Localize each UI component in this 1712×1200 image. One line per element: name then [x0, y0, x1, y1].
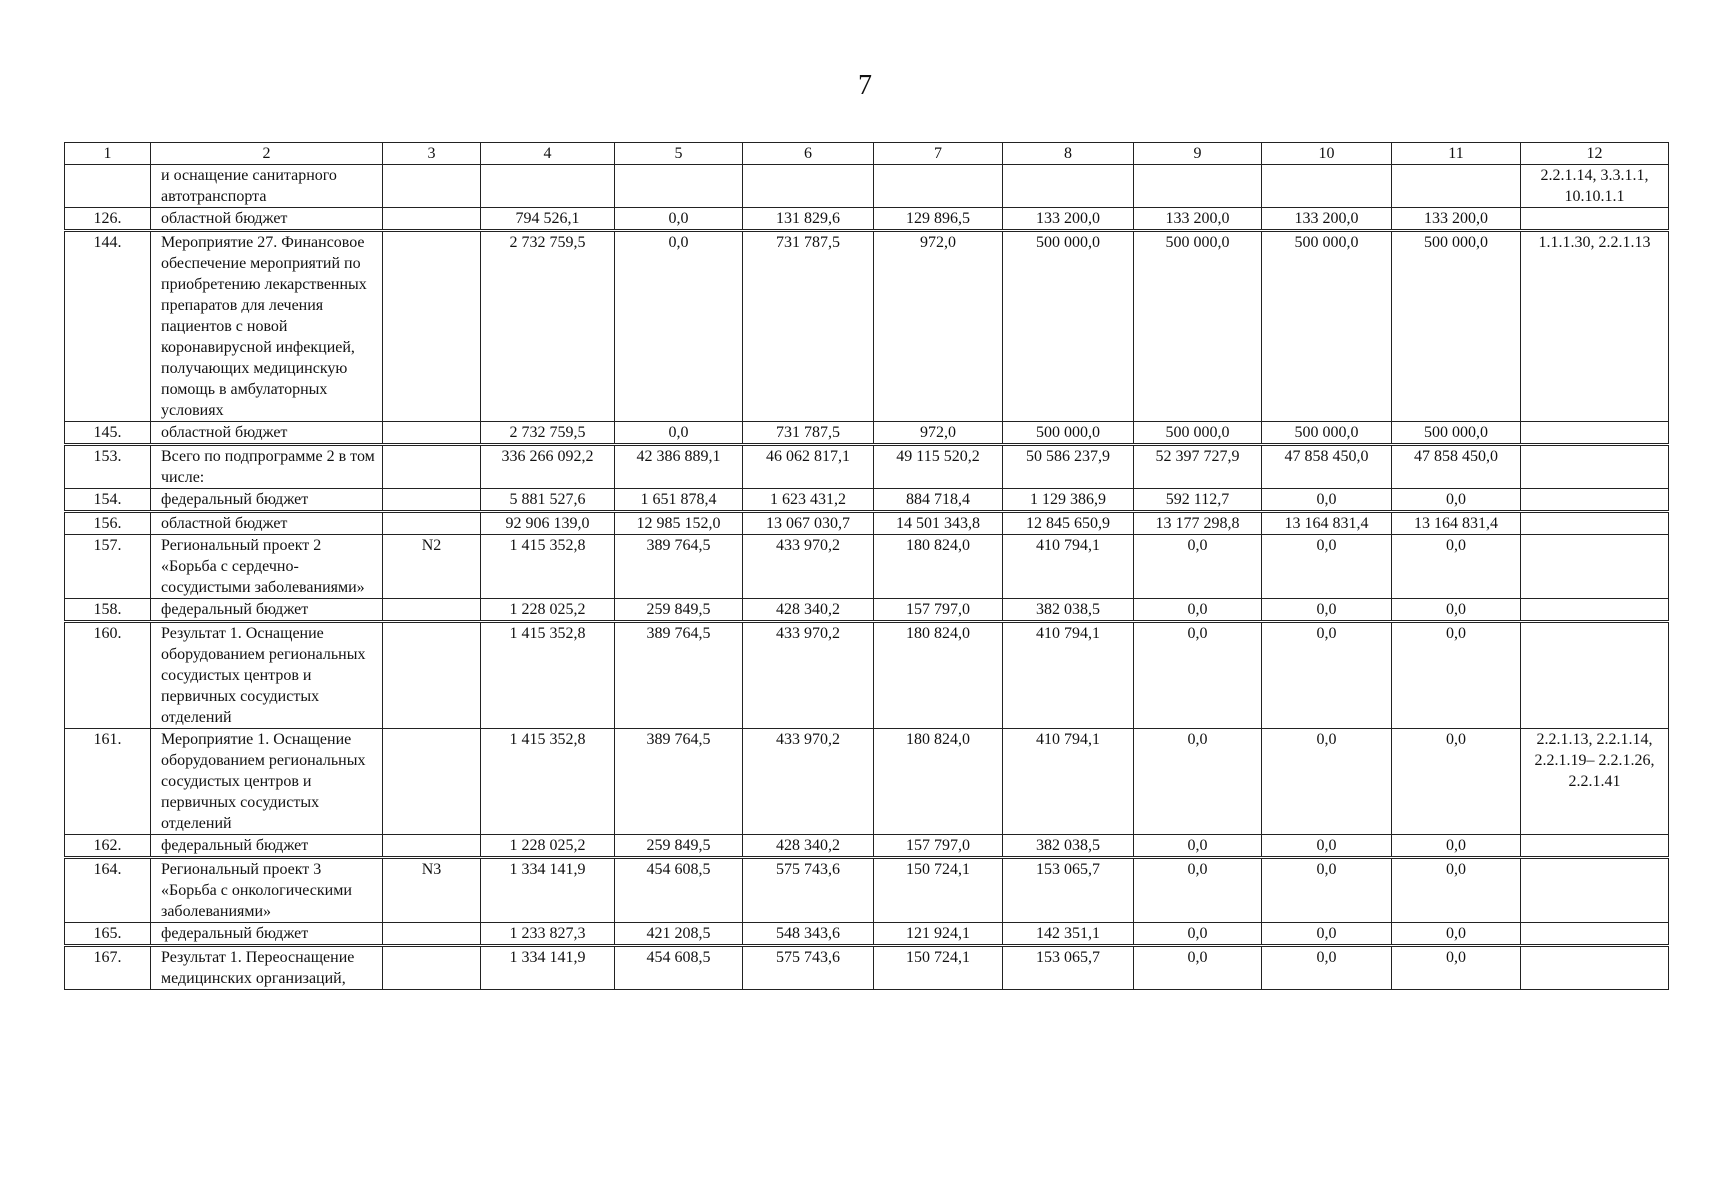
row-reference: [1521, 208, 1669, 231]
year-value: 500 000,0: [1392, 422, 1521, 445]
row-code: [383, 165, 481, 208]
year-value: 454 608,5: [615, 858, 743, 923]
row-description: и оснащение санитарного автотранспорта: [151, 165, 383, 208]
row-total: 1 415 352,8: [481, 729, 615, 835]
row-total: 92 906 139,0: [481, 512, 615, 535]
year-value: [743, 165, 874, 208]
year-value: 0,0: [1262, 923, 1392, 946]
row-number: 161.: [65, 729, 151, 835]
year-value: 133 200,0: [1262, 208, 1392, 231]
row-total: 1 415 352,8: [481, 622, 615, 729]
year-value: 433 970,2: [743, 729, 874, 835]
year-value: 500 000,0: [1392, 231, 1521, 422]
year-value: 575 743,6: [743, 858, 874, 923]
row-code: [383, 622, 481, 729]
column-number: 5: [615, 143, 743, 165]
year-value: 0,0: [1392, 835, 1521, 858]
row-code: [383, 923, 481, 946]
year-value: 0,0: [1262, 946, 1392, 990]
year-value: 47 858 450,0: [1262, 445, 1392, 489]
row-number: 145.: [65, 422, 151, 445]
row-number: 162.: [65, 835, 151, 858]
table-row: [65, 512, 1669, 535]
year-value: 157 797,0: [874, 599, 1003, 622]
year-value: 0,0: [1134, 858, 1262, 923]
year-value: 13 164 831,4: [1262, 512, 1392, 535]
row-code: [383, 599, 481, 622]
year-value: 428 340,2: [743, 599, 874, 622]
row-code: [383, 231, 481, 422]
year-value: 884 718,4: [874, 489, 1003, 512]
year-value: 0,0: [1262, 599, 1392, 622]
row-code: N3: [383, 858, 481, 923]
year-value: 49 115 520,2: [874, 445, 1003, 489]
row-total: 1 415 352,8: [481, 535, 615, 599]
column-number: 6: [743, 143, 874, 165]
year-value: 0,0: [615, 422, 743, 445]
year-value: 1 623 431,2: [743, 489, 874, 512]
row-number: 157.: [65, 535, 151, 599]
row-number: 144.: [65, 231, 151, 422]
year-value: 500 000,0: [1003, 422, 1134, 445]
column-number: 2: [151, 143, 383, 165]
year-value: 0,0: [1134, 599, 1262, 622]
column-number: 10: [1262, 143, 1392, 165]
row-description: федеральный бюджет: [151, 489, 383, 512]
year-value: 0,0: [1392, 489, 1521, 512]
year-value: 389 764,5: [615, 729, 743, 835]
row-number: 164.: [65, 858, 151, 923]
row-number: 156.: [65, 512, 151, 535]
row-code: [383, 489, 481, 512]
row-reference: [1521, 835, 1669, 858]
year-value: 575 743,6: [743, 946, 874, 990]
column-number: 12: [1521, 143, 1669, 165]
row-description: Мероприятие 1. Оснащение оборудованием региональных сосудистых центров и первичных сосудистых отделений: [151, 729, 383, 835]
page-number: 7: [858, 70, 872, 101]
row-total: 336 266 092,2: [481, 445, 615, 489]
table-row: [65, 946, 1669, 990]
row-total: 794 526,1: [481, 208, 615, 231]
table-row: [65, 835, 1669, 858]
year-value: 52 397 727,9: [1134, 445, 1262, 489]
year-value: 180 824,0: [874, 729, 1003, 835]
row-number: [65, 165, 151, 208]
row-description: федеральный бюджет: [151, 835, 383, 858]
row-reference: [1521, 858, 1669, 923]
year-value: 259 849,5: [615, 599, 743, 622]
row-total: 5 881 527,6: [481, 489, 615, 512]
year-value: 153 065,7: [1003, 946, 1134, 990]
year-value: 389 764,5: [615, 622, 743, 729]
row-reference: [1521, 445, 1669, 489]
row-total: 2 732 759,5: [481, 422, 615, 445]
year-value: 0,0: [1392, 946, 1521, 990]
year-value: 433 970,2: [743, 535, 874, 599]
row-number: 165.: [65, 923, 151, 946]
year-value: 0,0: [1134, 622, 1262, 729]
table-row: [65, 622, 1669, 729]
year-value: 13 164 831,4: [1392, 512, 1521, 535]
year-value: 0,0: [1262, 858, 1392, 923]
year-value: 133 200,0: [1392, 208, 1521, 231]
table-row: [65, 489, 1669, 512]
year-value: 0,0: [1392, 729, 1521, 835]
year-value: 0,0: [1134, 535, 1262, 599]
year-value: 129 896,5: [874, 208, 1003, 231]
year-value: 0,0: [615, 208, 743, 231]
year-value: 421 208,5: [615, 923, 743, 946]
year-value: 14 501 343,8: [874, 512, 1003, 535]
row-number: 158.: [65, 599, 151, 622]
year-value: 121 924,1: [874, 923, 1003, 946]
table-row: [65, 422, 1669, 445]
table-row: [65, 165, 1669, 208]
year-value: 382 038,5: [1003, 835, 1134, 858]
column-number: 11: [1392, 143, 1521, 165]
year-value: 47 858 450,0: [1392, 445, 1521, 489]
year-value: 500 000,0: [1262, 231, 1392, 422]
year-value: 12 985 152,0: [615, 512, 743, 535]
column-number: 4: [481, 143, 615, 165]
table-row: [65, 858, 1669, 923]
row-number: 154.: [65, 489, 151, 512]
row-reference: [1521, 535, 1669, 599]
year-value: [874, 165, 1003, 208]
year-value: 13 177 298,8: [1134, 512, 1262, 535]
row-total: 1 228 025,2: [481, 835, 615, 858]
year-value: [1134, 165, 1262, 208]
year-value: 428 340,2: [743, 835, 874, 858]
year-value: 389 764,5: [615, 535, 743, 599]
table-row: [65, 535, 1669, 599]
year-value: 0,0: [1392, 858, 1521, 923]
row-code: [383, 422, 481, 445]
budget-table: [64, 142, 1669, 990]
row-code: [383, 445, 481, 489]
year-value: 410 794,1: [1003, 622, 1134, 729]
year-value: 0,0: [1134, 729, 1262, 835]
year-value: 454 608,5: [615, 946, 743, 990]
year-value: 410 794,1: [1003, 535, 1134, 599]
year-value: 0,0: [1262, 489, 1392, 512]
row-description: Результат 1. Переоснащение медицинских организаций,: [151, 946, 383, 990]
row-number: 153.: [65, 445, 151, 489]
year-value: 1 651 878,4: [615, 489, 743, 512]
year-value: 50 586 237,9: [1003, 445, 1134, 489]
row-total: 1 233 827,3: [481, 923, 615, 946]
row-description: Мероприятие 27. Финансовое обеспечение мероприятий по приобретению лекарственных препаратов для лечения пациентов с новой коронавирусной инфекцией, получающих медицинскую помощь в амбулаторных условиях: [151, 231, 383, 422]
year-value: 46 062 817,1: [743, 445, 874, 489]
year-value: 382 038,5: [1003, 599, 1134, 622]
table-row: [65, 599, 1669, 622]
year-value: 180 824,0: [874, 622, 1003, 729]
row-reference: [1521, 946, 1669, 990]
year-value: 259 849,5: [615, 835, 743, 858]
row-code: [383, 512, 481, 535]
year-value: 500 000,0: [1134, 422, 1262, 445]
row-number: 160.: [65, 622, 151, 729]
row-description: Всего по подпрограмме 2 в том числе:: [151, 445, 383, 489]
row-description: Региональный проект 2 «Борьба с сердечно-сосудистыми заболеваниями»: [151, 535, 383, 599]
year-value: [1003, 165, 1134, 208]
year-value: 410 794,1: [1003, 729, 1134, 835]
row-reference: 2.2.1.13, 2.2.1.14, 2.2.1.19– 2.2.1.26, 2.2.1.41: [1521, 729, 1669, 835]
year-value: 13 067 030,7: [743, 512, 874, 535]
year-value: [1262, 165, 1392, 208]
year-value: 0,0: [1262, 835, 1392, 858]
row-number: 126.: [65, 208, 151, 231]
row-code: [383, 208, 481, 231]
row-total: [481, 165, 615, 208]
year-value: 0,0: [1134, 946, 1262, 990]
table-row: [65, 208, 1669, 231]
row-description: областной бюджет: [151, 422, 383, 445]
row-reference: [1521, 599, 1669, 622]
year-value: 157 797,0: [874, 835, 1003, 858]
row-number: 167.: [65, 946, 151, 990]
row-description: областной бюджет: [151, 512, 383, 535]
year-value: 0,0: [1262, 622, 1392, 729]
row-total: 1 334 141,9: [481, 946, 615, 990]
row-description: Региональный проект 3 «Борьба с онкологическими заболеваниями»: [151, 858, 383, 923]
row-description: Результат 1. Оснащение оборудованием региональных сосудистых центров и первичных сосудистых отделений: [151, 622, 383, 729]
year-value: 592 112,7: [1134, 489, 1262, 512]
column-number: 7: [874, 143, 1003, 165]
year-value: 0,0: [1392, 599, 1521, 622]
year-value: 1 129 386,9: [1003, 489, 1134, 512]
year-value: 12 845 650,9: [1003, 512, 1134, 535]
column-number-row: [65, 143, 1669, 165]
row-code: [383, 835, 481, 858]
table-row: [65, 445, 1669, 489]
year-value: 0,0: [1134, 835, 1262, 858]
row-total: 1 228 025,2: [481, 599, 615, 622]
row-reference: 2.2.1.14, 3.3.1.1, 10.10.1.1: [1521, 165, 1669, 208]
year-value: 731 787,5: [743, 422, 874, 445]
year-value: 0,0: [1392, 535, 1521, 599]
year-value: 153 065,7: [1003, 858, 1134, 923]
row-description: областной бюджет: [151, 208, 383, 231]
row-reference: 1.1.1.30, 2.2.1.13: [1521, 231, 1669, 422]
year-value: 972,0: [874, 422, 1003, 445]
row-reference: [1521, 422, 1669, 445]
year-value: 731 787,5: [743, 231, 874, 422]
row-reference: [1521, 512, 1669, 535]
column-number: 3: [383, 143, 481, 165]
year-value: 0,0: [1262, 535, 1392, 599]
table-row: [65, 923, 1669, 946]
row-reference: [1521, 923, 1669, 946]
row-total: 2 732 759,5: [481, 231, 615, 422]
row-reference: [1521, 622, 1669, 729]
year-value: 42 386 889,1: [615, 445, 743, 489]
column-number: 9: [1134, 143, 1262, 165]
year-value: 433 970,2: [743, 622, 874, 729]
year-value: 500 000,0: [1262, 422, 1392, 445]
year-value: 0,0: [1392, 622, 1521, 729]
year-value: 133 200,0: [1003, 208, 1134, 231]
table-row: [65, 231, 1669, 422]
year-value: 0,0: [1134, 923, 1262, 946]
row-code: [383, 729, 481, 835]
year-value: 0,0: [1392, 923, 1521, 946]
row-code: [383, 946, 481, 990]
year-value: 0,0: [615, 231, 743, 422]
year-value: 133 200,0: [1134, 208, 1262, 231]
year-value: [615, 165, 743, 208]
column-number: 1: [65, 143, 151, 165]
column-number: 8: [1003, 143, 1134, 165]
year-value: 548 343,6: [743, 923, 874, 946]
row-total: 1 334 141,9: [481, 858, 615, 923]
year-value: 180 824,0: [874, 535, 1003, 599]
row-description: федеральный бюджет: [151, 923, 383, 946]
year-value: 500 000,0: [1003, 231, 1134, 422]
table-row: [65, 729, 1669, 835]
year-value: 500 000,0: [1134, 231, 1262, 422]
row-code: N2: [383, 535, 481, 599]
year-value: 142 351,1: [1003, 923, 1134, 946]
row-description: федеральный бюджет: [151, 599, 383, 622]
year-value: 131 829,6: [743, 208, 874, 231]
year-value: [1392, 165, 1521, 208]
year-value: 0,0: [1262, 729, 1392, 835]
row-reference: [1521, 489, 1669, 512]
year-value: 972,0: [874, 231, 1003, 422]
year-value: 150 724,1: [874, 858, 1003, 923]
year-value: 150 724,1: [874, 946, 1003, 990]
